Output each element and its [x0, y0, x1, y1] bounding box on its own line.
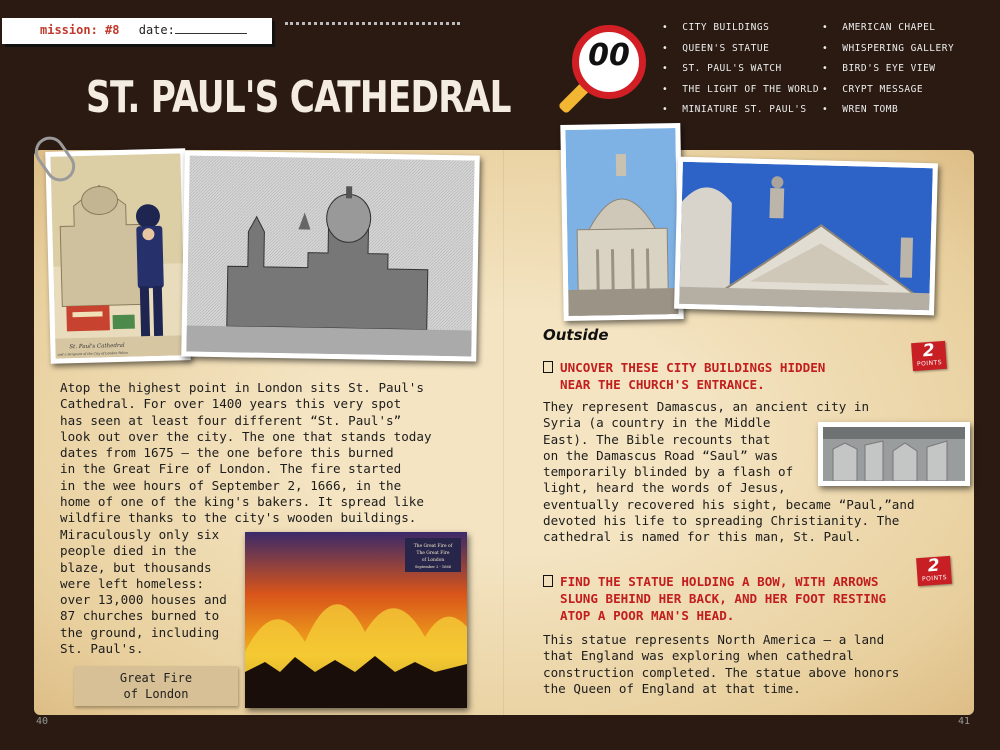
- text-line: dates from 1675 – the one before this burned: [60, 445, 394, 461]
- caption-line: Great Fire: [119, 671, 193, 685]
- text-line: the Queen of England at that time.: [543, 680, 801, 696]
- text-line: They represent Damascus, an ancient city in: [543, 399, 870, 414]
- magnifier-icon: [555, 22, 665, 122]
- task-2-title: [543, 573, 886, 624]
- checklist-column-2: [822, 22, 954, 125]
- caption-line: of London: [123, 687, 189, 701]
- points-label: POINTS: [916, 359, 943, 368]
- checklist-item: • BIRD'S EYE VIEW: [822, 63, 954, 84]
- text-line: on the Damascus Road “Saul” was: [543, 447, 779, 463]
- dome-photo: [560, 123, 683, 321]
- checklist-column-1: [662, 22, 819, 125]
- task-title-line: SLUNG BEHIND HER BACK, AND HER FOOT RESTING: [560, 591, 887, 606]
- task-1-checkbox[interactable]: [543, 361, 553, 373]
- text-line: construction completed. The statue above honors: [543, 664, 900, 680]
- postcard-caption-1: St. Paul's Cathedral: [69, 342, 125, 351]
- task-2-checkbox[interactable]: [543, 575, 553, 587]
- painting-caption-2: The Great Fire: [416, 551, 450, 556]
- painting-caption-4: September 2 - 1666: [414, 565, 452, 569]
- text-line: wildfire thanks to the city's wooden buildings.: [60, 510, 417, 526]
- text-line: Syria (a country in the Middle: [543, 415, 771, 431]
- fire-paragraph: [60, 527, 227, 657]
- checklist-item: • ST. PAUL'S WATCH: [662, 63, 819, 84]
- text-line: East). The Bible recounts that: [543, 431, 771, 447]
- mission-tag: [2, 18, 272, 44]
- painting-caption-1: The Great Fire of: [413, 544, 453, 549]
- checklist-item: • QUEEN'S STATUE: [662, 43, 819, 64]
- points-value: 2: [922, 340, 936, 362]
- text-line: that England was exploring when cathedral: [543, 648, 854, 664]
- section-heading: Outside: [543, 326, 609, 344]
- page-number-right: 41: [958, 716, 971, 727]
- text-line: people died in the: [60, 543, 197, 559]
- painting-caption-3: of London: [421, 558, 445, 563]
- text-line: devoted his life to spreading Christianity. The: [543, 513, 900, 529]
- text-line: in the wee hours of September 2, 1666, in the: [60, 477, 402, 493]
- task-1-points-badge: [911, 341, 947, 371]
- points-label: POINTS: [921, 574, 948, 583]
- checklist-item: • WHISPERING GALLERY: [822, 43, 954, 64]
- text-line: Cathedral. For over 1400 years this very spot: [60, 396, 402, 412]
- points-value: 2: [927, 555, 941, 577]
- task-2-points-badge: [916, 556, 952, 586]
- found-count: 00: [588, 38, 630, 73]
- text-line: Atop the highest point in London sits St. Paul's: [60, 380, 424, 395]
- task-title-line: ATOP A POOR MAN'S HEAD.: [560, 608, 735, 623]
- book-spine: [503, 150, 504, 715]
- pediment-photo: [674, 157, 938, 316]
- painting-caption-tape: [74, 666, 238, 706]
- text-line: has seen at least four different “St. Paul's”: [60, 412, 402, 428]
- page-number-left: 40: [36, 716, 49, 727]
- checklist-item: • THE LIGHT OF THE WORLD: [662, 84, 819, 105]
- mission-label: mission: #8: [40, 23, 120, 37]
- task-1-title: [543, 359, 825, 393]
- text-line: the ground, including: [60, 624, 220, 640]
- text-line: light, heard the words of Jesus,: [543, 480, 786, 496]
- text-line: St. Paul's.: [60, 641, 144, 657]
- text-line: temporarily blinded by a flash of: [543, 464, 794, 480]
- text-line: Miraculously only six: [60, 527, 220, 542]
- text-line: in the Great Fire of London. The fire started: [60, 461, 402, 477]
- task-title-line: UNCOVER THESE CITY BUILDINGS HIDDEN: [560, 360, 826, 375]
- text-line: blaze, but thousands: [60, 559, 212, 575]
- text-line: over 13,000 houses and: [60, 592, 227, 608]
- text-line: were left homeless:: [60, 575, 205, 591]
- checklist-item: • AMERICAN CHAPEL: [822, 22, 954, 43]
- date-label: date:: [138, 23, 175, 37]
- checklist-item: • CRYPT MESSAGE: [822, 84, 954, 105]
- intro-paragraph: [60, 380, 432, 527]
- text-line: This statue represents North America – a land: [543, 632, 885, 647]
- postcard-caption-2: and a Sergeant of the City of London Police: [57, 350, 129, 357]
- dotted-divider: [285, 22, 460, 25]
- text-line: cathedral is named for this man, St. Paul.: [543, 529, 862, 545]
- checklist-item: • CITY BUILDINGS: [662, 22, 819, 43]
- text-line: look out over the city. The one that stands today: [60, 428, 432, 444]
- postcard-photo: [45, 148, 191, 364]
- city-buildings-relief-photo: [818, 422, 970, 486]
- text-line: eventually recovered his sight, became “Paul,”and: [543, 496, 915, 512]
- task-title-line: NEAR THE CHURCH'S ENTRANCE.: [560, 377, 765, 392]
- text-line: 87 churches burned to: [60, 608, 220, 624]
- task-2-body: [543, 632, 899, 697]
- engraving-photo: [181, 150, 480, 361]
- task-title-line: FIND THE STATUE HOLDING A BOW, WITH ARROWS: [560, 574, 879, 589]
- date-field-line: [175, 23, 247, 34]
- great-fire-painting: [245, 532, 467, 708]
- checklist-item: • MINIATURE ST. PAUL'S: [662, 104, 819, 125]
- text-line: home of one of the king's bakers. It spread like: [60, 494, 424, 510]
- page-title: ST. PAUL'S CATHEDRAL: [86, 72, 511, 123]
- checklist-item: • WREN TOMB: [822, 104, 954, 125]
